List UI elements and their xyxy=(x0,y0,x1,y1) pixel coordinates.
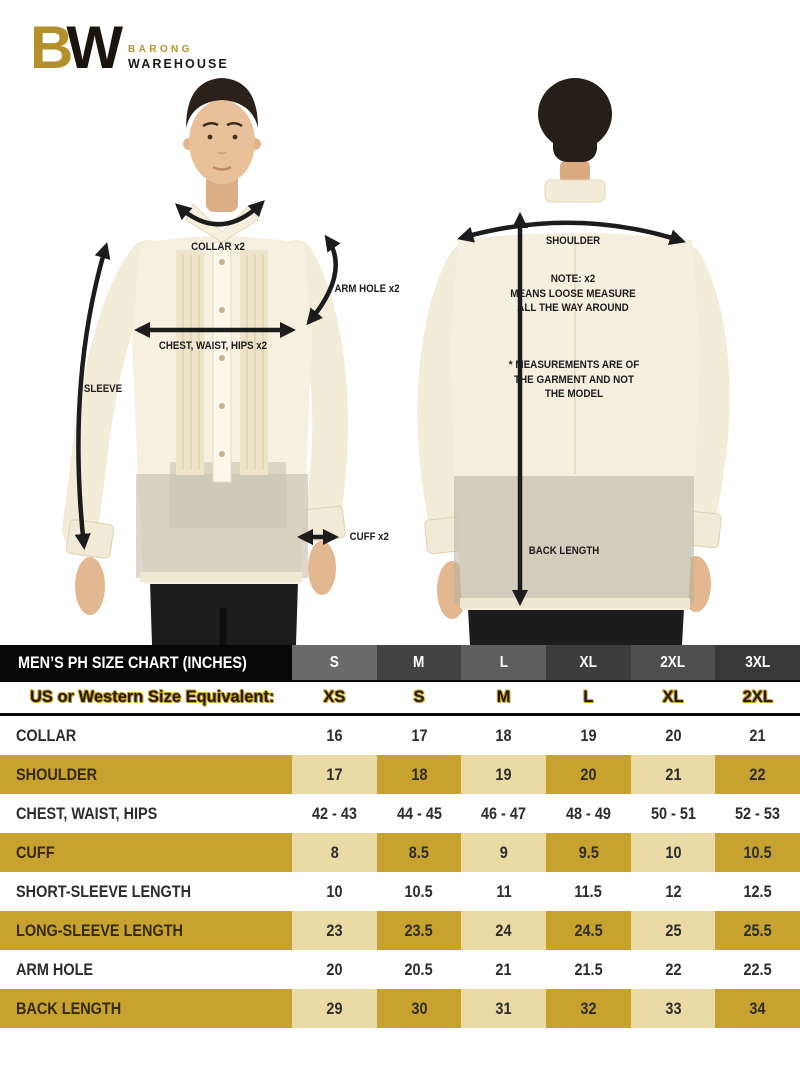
size-table xyxy=(0,645,800,1028)
size-value-cell: 22 xyxy=(664,959,682,979)
annotation-arm-hole: ARM HOLE x2 xyxy=(334,283,400,295)
logo-barong-text: BARONG xyxy=(127,44,193,55)
ph-size-headers xyxy=(292,645,800,680)
annotation-chest-waist-hips: CHEST, WAIST, HIPS x2 xyxy=(158,340,268,352)
size-value-cell: 18 xyxy=(377,755,462,794)
us-size-value: XS xyxy=(323,688,346,706)
us-size-value: S xyxy=(413,688,425,706)
row-label: COLLAR xyxy=(16,725,77,745)
size-value-cell: 8.5 xyxy=(377,833,462,872)
ph-size-header: 2XL xyxy=(631,645,716,680)
logo-letter-b: B xyxy=(30,14,67,81)
size-value-cell: 50 - 51 xyxy=(650,803,696,823)
annotation-collar: COLLAR x2 xyxy=(191,241,245,253)
size-value-cell: 10.5 xyxy=(715,833,800,872)
us-size-value: XL xyxy=(662,688,684,706)
size-value-cell: 9.5 xyxy=(546,833,631,872)
ph-size-header: XL xyxy=(546,645,631,680)
annotation-cuff: CUFF x2 xyxy=(349,531,389,543)
ph-size-header: 3XL xyxy=(715,645,800,680)
size-value-cell: 10 xyxy=(631,833,716,872)
table-row xyxy=(0,794,800,833)
table-row xyxy=(0,755,800,794)
table-row xyxy=(0,911,800,950)
table-row xyxy=(0,716,800,755)
size-value-cell: 10 xyxy=(326,881,343,901)
size-value-cell: 48 - 49 xyxy=(565,803,611,823)
size-value-cell: 33 xyxy=(631,989,716,1028)
table-title: MEN’S PH SIZE CHART (INCHES) xyxy=(0,645,292,680)
row-label: BACK LENGTH xyxy=(0,989,292,1028)
size-value-cell: 31 xyxy=(461,989,546,1028)
size-value-cell: 9 xyxy=(461,833,546,872)
logo-monogram xyxy=(30,14,116,81)
table-body xyxy=(0,716,800,1028)
row-label: SHOULDER xyxy=(0,755,292,794)
size-value-cell: 32 xyxy=(546,989,631,1028)
size-value-cell: 34 xyxy=(715,989,800,1028)
size-value-cell: 20.5 xyxy=(404,959,434,979)
table-row xyxy=(0,950,800,989)
ph-size-header: L xyxy=(461,645,546,680)
size-value-cell: 22 xyxy=(715,755,800,794)
size-value-cell: 23 xyxy=(292,911,377,950)
annotation-shoulder: SHOULDER xyxy=(545,235,601,247)
annotation-note: NOTE: x2 MEANS LOOSE MEASURE ALL THE WAY AROUND xyxy=(510,273,636,314)
table-row xyxy=(0,989,800,1028)
annotation-disclaimer: * MEASUREMENTS ARE OF THE GARMENT AND NOT THE MODEL xyxy=(508,359,640,400)
table-header-row xyxy=(0,645,800,680)
size-value-cell: 12.5 xyxy=(743,881,772,901)
table-row xyxy=(0,872,800,911)
size-value-cell: 12 xyxy=(664,881,682,901)
size-value-cell: 16 xyxy=(326,725,343,745)
us-size-value: 2XL xyxy=(742,688,773,706)
size-value-cell: 22.5 xyxy=(743,959,772,979)
size-value-cell: 18 xyxy=(495,725,512,745)
row-label: SHORT-SLEEVE LENGTH xyxy=(16,881,192,901)
size-value-cell: 21 xyxy=(749,725,766,745)
size-value-cell: 30 xyxy=(377,989,462,1028)
us-size-value: L xyxy=(583,688,594,706)
row-label: CUFF xyxy=(0,833,292,872)
size-value-cell: 17 xyxy=(292,755,377,794)
row-label: CHEST, WAIST, HIPS xyxy=(16,803,158,823)
size-value-cell: 19 xyxy=(461,755,546,794)
front-figure xyxy=(66,78,346,645)
brand-logo xyxy=(30,14,229,81)
logo-warehouse-text: WAREHOUSE xyxy=(127,57,229,71)
size-value-cell: 24 xyxy=(461,911,546,950)
size-value-cell: 21 xyxy=(631,755,716,794)
row-label: LONG-SLEEVE LENGTH xyxy=(0,911,292,950)
ph-size-header: M xyxy=(377,645,462,680)
size-value-cell: 11.5 xyxy=(574,881,603,901)
size-value-cell: 21 xyxy=(495,959,512,979)
size-value-cell: 21.5 xyxy=(574,959,603,979)
size-value-cell: 46 - 47 xyxy=(481,803,527,823)
logo-wordmark xyxy=(128,44,229,71)
ph-size-header: S xyxy=(292,645,377,680)
size-value-cell: 8 xyxy=(292,833,377,872)
size-value-cell: 29 xyxy=(292,989,377,1028)
us-size-value: M xyxy=(496,688,511,706)
size-value-cell: 19 xyxy=(580,725,597,745)
size-value-cell: 52 - 53 xyxy=(735,803,781,823)
size-value-cell: 23.5 xyxy=(377,911,462,950)
logo-letter-w: W xyxy=(66,14,116,81)
size-value-cell: 20 xyxy=(664,725,682,745)
size-value-cell: 44 - 45 xyxy=(396,803,442,823)
table-row xyxy=(0,833,800,872)
size-value-cell: 20 xyxy=(326,959,343,979)
annotation-sleeve: SLEEVE xyxy=(83,383,123,395)
size-value-cell: 11 xyxy=(496,881,512,901)
us-size-label: US or Western Size Equivalent: xyxy=(30,688,275,706)
size-value-cell: 25 xyxy=(631,911,716,950)
us-size-row xyxy=(0,680,800,716)
size-value-cell: 42 - 43 xyxy=(311,803,357,823)
size-value-cell: 24.5 xyxy=(546,911,631,950)
row-label: ARM HOLE xyxy=(16,959,94,979)
size-value-cell: 10.5 xyxy=(404,881,434,901)
size-value-cell: 20 xyxy=(546,755,631,794)
size-value-cell: 25.5 xyxy=(715,911,800,950)
annotation-back-length: BACK LENGTH xyxy=(528,545,600,557)
size-value-cell: 17 xyxy=(410,725,428,745)
